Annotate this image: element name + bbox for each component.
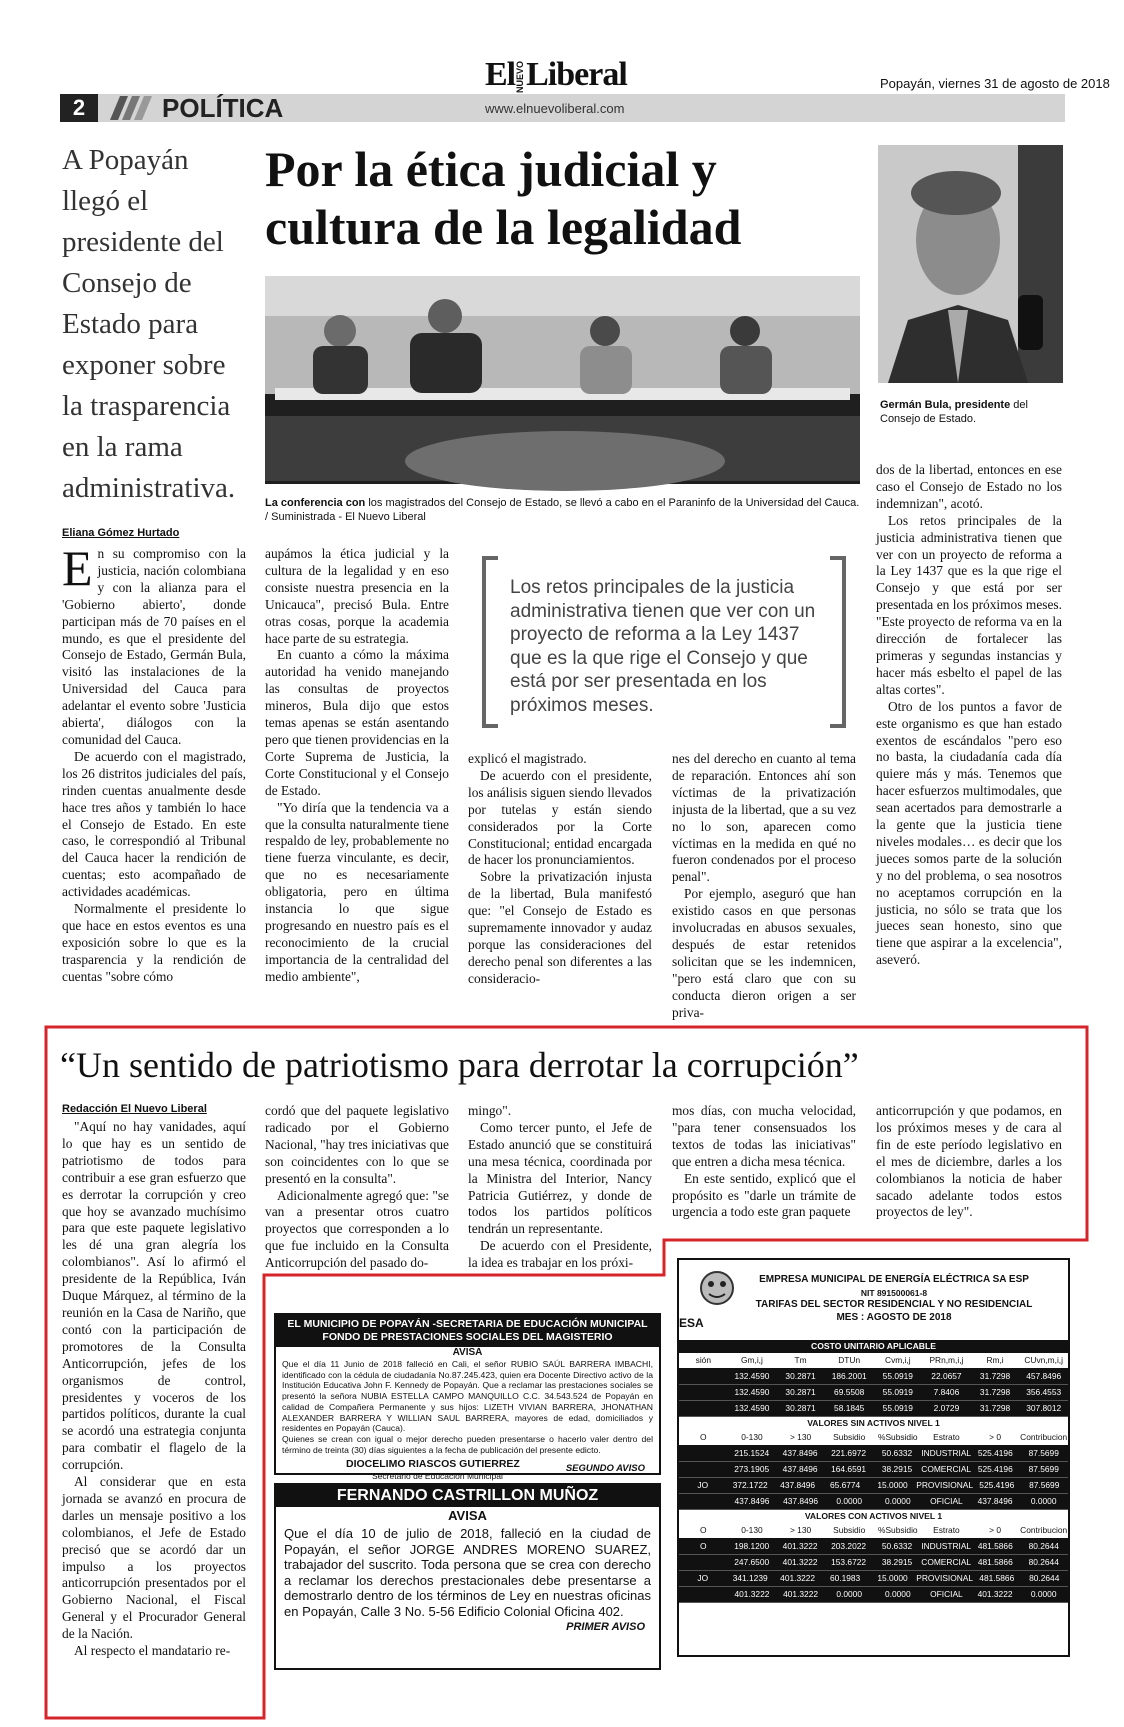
table-cell: OFICIAL — [930, 1589, 963, 1599]
table-cell: 247.6500 — [734, 1557, 770, 1567]
notice-title: AVISA — [448, 1508, 487, 1523]
paragraph: De acuerdo con el Presidente, la idea es trabajar en los próxi- — [468, 1238, 652, 1271]
table-row — [679, 1587, 1068, 1603]
table-cell: 87.5699 — [1028, 1448, 1059, 1458]
article1-column-3 — [468, 751, 652, 988]
table-cell: 437.8496 — [782, 1464, 818, 1474]
table-cell: 2.0729 — [933, 1403, 960, 1413]
table-row — [679, 1446, 1068, 1462]
table-cell: INDUSTRIAL — [921, 1448, 972, 1458]
portrait-caption — [880, 398, 1060, 426]
conference-photo — [265, 276, 860, 481]
paragraph: dos de la libertad, entonces en ese caso el Consejo de Estado no los indemnizan", acotó. — [876, 462, 1062, 511]
table-row — [679, 1571, 1068, 1587]
photo-caption-text: los magistrados del Consejo de Estado, se llevó a cabo en el Paraninfo de la Universidad del Cauca. / Suministrada - El Nuevo Liberal — [265, 497, 860, 523]
table-cell: PROVISIONAL — [916, 1480, 974, 1490]
table-row — [679, 1539, 1068, 1555]
article2-column-3 — [468, 1103, 652, 1272]
table-cell: 437.8496 — [782, 1448, 818, 1458]
paragraph: nes del derecho en cuanto al tema de reparación. Entonces ahí son víctimas de la privatización injusta de la libertad, que a su vez no lo son, aparecen como víctimas en la medida en qué no fueron condenados por el proceso penal". — [672, 751, 856, 885]
table-header-cell: DTUn — [838, 1355, 861, 1365]
table-cell: 22.0657 — [931, 1371, 962, 1381]
table-cell: 132.4590 — [734, 1371, 770, 1381]
tariff-nit: NIT 891500061-8 — [860, 1287, 928, 1298]
drop-cap: E — [62, 540, 93, 596]
table-cell: 273.1905 — [734, 1464, 770, 1474]
table-header-cell: Subsidio — [833, 1432, 866, 1442]
table-header-cell: 0-130 — [741, 1432, 763, 1442]
article2-byline: Redacción El Nuevo Liberal — [62, 1103, 207, 1115]
table-cell: 525.4196 — [977, 1448, 1013, 1458]
table-header-cell: O — [700, 1432, 707, 1442]
notice-header: FERNANDO CASTRILLON MUÑOZ — [276, 1485, 659, 1507]
pull-quote: Los retos principales de la justicia administrativa tienen que ver con un proyecto de reforma a la Ley 1437 que es la que rige el Consejo y que está por ser presentada en los próximos meses. — [510, 577, 816, 716]
notice-signer: DIOCELIMO RIASCOS GUTIERREZ — [346, 1458, 520, 1471]
no-assets-table — [679, 1430, 1068, 1510]
table-cell: 164.6591 — [831, 1464, 867, 1474]
table-cell: 60.1983 — [829, 1573, 861, 1583]
table-cell: 437.8496 — [734, 1496, 770, 1506]
tariff-month: MES : AGOSTO DE 2018 — [836, 1311, 952, 1323]
article2-column-2 — [265, 1103, 449, 1272]
table-cell: 31.7298 — [979, 1403, 1011, 1413]
table-cell — [679, 1369, 728, 1384]
table-cell: 132.4590 — [734, 1387, 770, 1397]
table-cell: 437.8496 — [783, 1496, 819, 1506]
table-row — [679, 1478, 1068, 1494]
table-cell: COMERCIAL — [921, 1557, 972, 1567]
with-assets-table — [679, 1523, 1068, 1603]
table-cell: 341.1239 — [732, 1573, 768, 1583]
table-cell: 186.2001 — [831, 1371, 867, 1381]
table-cell: 525.4196 — [977, 1464, 1013, 1474]
paragraph: De acuerdo con el magistrado, los 26 distritos judiciales del país, rinden cuentas anualmente desde hace tres años y también lo hace el Consejo de Estado. En este caso, le correspondió al Tribunal del Cauca hacer la rendición de cuentas; esto acompañado de actividades académicas. — [62, 748, 246, 900]
table-cell: 58.1845 — [834, 1403, 865, 1413]
table-cell: 15.0000 — [877, 1573, 908, 1583]
paragraph: Adicionalmente agregó que: "se van a presentar otros cuatro proyectos que corresponden a lo que fue incluido en la Consulta Anticorrupción del pasado do- — [265, 1187, 449, 1271]
portrait-caption-lead: Germán Bula, presidente — [880, 399, 1011, 411]
table-cell: 80.2644 — [1029, 1573, 1060, 1583]
table-header-cell: O — [700, 1525, 707, 1535]
table-header-cell: Rm,i — [986, 1355, 1004, 1365]
article-lead: A Popayán llegó el presidente del Consejo de Estado para exponer sobre la trasparencia en la rama administrativa. — [62, 144, 236, 504]
table-cell: INDUSTRIAL — [921, 1541, 972, 1551]
paragraph: mingo". — [468, 1103, 512, 1118]
table-cell: 7.8406 — [933, 1387, 960, 1397]
table-cell: 80.2644 — [1028, 1541, 1059, 1551]
paragraph: "Aquí no hay vanidades, aquí lo que hay es un sentido de patriotismo de todos para contribuir a ese gran esfuerzo que es derrotar la corrupción y creo que hoy se avanzado muchísimo para que este paquete legislativo les dé una gran alegría los colombianos". Así lo afirmó el presidente de la República, Iván Duque Márquez, al término de la reunión en la Casa de Nariño, que contó con la participación de promotores de la Consulta Anticorrupción, jefes de los organismos de control, presidentes y voceros de los partidos políticos, durante la cual se acordó una estrategia conjunta para combatir el flagelo de la corrupción. — [62, 1119, 246, 1473]
legal-notice-education — [274, 1313, 661, 1482]
paragraph: Al considerar que en esta jornada se avanzó en procura de darles un mensaje positivo a los colombianos, el Jefe de Estado precisó que se acordó dar un impulso a los proyectos anticorrupción presentados por el Gobierno Nacional, el Fiscal General y el Procurador General de la Nación. — [62, 1474, 246, 1642]
table-cell: 525.4196 — [979, 1480, 1015, 1490]
table-header-cell: Gm,i,j — [741, 1355, 763, 1365]
table-cell: 55.0919 — [882, 1371, 913, 1381]
table-header-cell: > 130 — [789, 1525, 812, 1535]
notice-label: PRIMER AVISO — [566, 1621, 645, 1633]
paragraph: Por ejemplo, aseguró que han existido casos en que personas involucradas en abusos sexuales, después de estar retenidos solicitan que se les indemnicen, "pero está claro que con su conducta dieron origen a ser priva- — [672, 886, 856, 1020]
table-row — [679, 1369, 1068, 1385]
notice-header-line: EL MUNICIPIO DE POPAYÁN -SECRETARIA DE EDUCACIÓN MUNICIPAL — [287, 1318, 648, 1330]
table-cell — [679, 1555, 727, 1570]
table-cell: 457.8496 — [1026, 1371, 1062, 1381]
portrait-photo — [878, 145, 1063, 383]
article-byline: Eliana Gómez Hurtado — [62, 527, 180, 539]
notice-title: AVISA — [452, 1347, 483, 1358]
paragraph: Normalmente el presidente lo que hace en estos eventos es una exposición sobre lo que es la trasparencia y la rendición de cuentas "sobre cómo — [62, 901, 246, 984]
article2-headline: “Un sentido de patriotismo para derrotar la corrupción” — [60, 1045, 859, 1085]
table-cell — [679, 1385, 728, 1400]
table-header-cell: sión — [695, 1355, 711, 1365]
table-cell: 401.3222 — [977, 1589, 1013, 1599]
paragraph: Como tercer punto, el Jefe de Estado anunció que se constituirá una mesa técnica, coordinada por la Ministra del Interior, Nancy Patricia Gutiérrez, y donde de todos los partidos políticos tendrán un representante. — [468, 1119, 652, 1237]
tariff-company: EMPRESA MUNICIPAL DE ENERGÍA ELÉCTRICA SA ESP — [759, 1274, 1029, 1285]
notice-signer-role: Secretario de Educación Municipal — [372, 1471, 503, 1482]
table-cell: 87.5699 — [1028, 1464, 1059, 1474]
paragraph: Los retos principales de la justicia administrativa tienen que ver con un proyecto de reforma a la Ley 1437 que es la que rige el Consejo y que está por ser presentada en los próximos meses. "Este proyecto de reforma va en la dirección de fortalecer las primeras y segundas instancias y hacer más esbelto el papel de las altas cortes". — [876, 512, 1062, 697]
paragraph: Otro de los puntos a favor de este organismo es que han estado exentos de escándalos "pero eso no basta, la ciudadanía cada día quiere más y más. Tenemos que hacer esfuerzos multimodales, que sean acertados para demostrarle a la gente que la justicia tiene niveles modales… es decir que los jueces somos parte de la solución y no del problema, o sea nosotros no aceptamos corrupción en la justicia, no sólo se trata que los jueces sean honesto, sino que tiene que aspirar a la excelencia", aseveró. — [876, 698, 1062, 968]
table-cell: 0.0000 — [836, 1496, 862, 1506]
notice-body: Que el día 11 Junio de 2018 falleció en Cali, el señor RUBIO SAÚL BARRERA IMBACHI, identificado con la cédula de ciudadanía No.87.245.423, quien era Docente Directivo activo de la Institución Educativa John F. Kennedy de Popayán. Que a reclamar las prestaciones sociales se presentó la señora NUBIA ESTELLA CAMPO MANQUILLO C.C. 34.543.524 de Popayán en calidad de Compañera Permanente y sus hijos: LIZETH VIVIAN BARRERA, JHONATHAN ALEXANDER BARRERA Y WILLIAN SAUL BARRERA, mayores de edad, domiciliados y residentes en Popayán (Cauca). — [282, 1359, 653, 1434]
table-cell: 437.8496 — [977, 1496, 1013, 1506]
article-headline: Por la ética judicial y cultura de la legalidad — [265, 141, 742, 255]
table-cell: 65.6774 — [829, 1480, 861, 1490]
table-cell: 401.3222 — [734, 1589, 770, 1599]
paragraph: Sobre la privatización injusta de la libertad, Bula manifestó que: "el Consejo de Estado es supremamente innovador y audaz porque las consideraciones del derecho penal son diferentes a las consideracio- — [468, 869, 652, 986]
page-number: 2 — [60, 94, 98, 122]
table-header-row — [679, 1353, 1068, 1369]
table-header-cell: Subsidio — [833, 1525, 866, 1535]
table-cell: 481.5866 — [979, 1573, 1015, 1583]
table-cell: 69.5508 — [834, 1387, 865, 1397]
table-cell: OFICIAL — [930, 1496, 963, 1506]
paragraph: En este sentido, explicó que el propósito es "darle un trámite de urgencia a todo este gran paquete — [672, 1170, 856, 1220]
table-cell: 55.0919 — [882, 1387, 913, 1397]
article2-column-1 — [62, 1119, 246, 1660]
paragraph: n su compromiso con la justicia, nación colombiana y con la alianza para el 'Gobierno abierto', donde participan más de 70 países en el mundo, es que el presidente del Consejo de Estado, Germán Bula, visitó las instalaciones de la Universidad del Cauca para adelantar el evento sobre 'Justicia abierta', diálogos con la comunidad del Cauca. — [62, 546, 246, 747]
table-cell: 38.2915 — [881, 1464, 913, 1474]
table-cell: 132.4590 — [734, 1403, 770, 1413]
notice-label: SEGUNDO AVISO — [565, 1463, 645, 1475]
table-cell: 401.3222 — [780, 1573, 816, 1583]
table-cell: 153.6722 — [831, 1557, 867, 1567]
table-cell: 87.5699 — [1029, 1480, 1060, 1490]
table-header-cell: 0-130 — [741, 1525, 763, 1535]
tariff-title: TARIFAS DEL SECTOR RESIDENCIAL Y NO RESIDENCIAL — [755, 1299, 1033, 1310]
table-cell: PROVISIONAL — [916, 1573, 974, 1583]
table-cell: 221.6972 — [831, 1448, 867, 1458]
table-cell: 0.0000 — [885, 1496, 911, 1506]
table-header-cell: > 0 — [989, 1432, 1001, 1442]
table-cell — [679, 1446, 727, 1461]
table-cell: 307.8012 — [1026, 1403, 1062, 1413]
table-cell: 215.1524 — [734, 1448, 770, 1458]
table-cell: 401.3222 — [782, 1557, 818, 1567]
table-cell: 203.2022 — [831, 1541, 867, 1551]
table-header-cell: %Subsidio — [878, 1525, 918, 1535]
table-cell: 31.7298 — [979, 1387, 1011, 1397]
table-cell: 30.2871 — [785, 1371, 816, 1381]
photo-caption — [265, 496, 865, 524]
table-cell: 38.2915 — [881, 1557, 913, 1567]
table-row — [679, 1385, 1068, 1401]
table-cell: 50.6332 — [881, 1448, 913, 1458]
table-row — [679, 1494, 1068, 1510]
article2-column-4 — [672, 1103, 856, 1221]
paragraph: Al respecto el mandatario re- — [74, 1643, 231, 1659]
table-cell — [679, 1494, 728, 1509]
article1-column-5 — [876, 462, 1062, 969]
table-cell: 0.0000 — [1030, 1589, 1057, 1599]
paragraph: explicó el magistrado. — [468, 751, 587, 766]
paragraph: mos días, con mucha velocidad, "para tener consensuados los textos de todas las iniciativas" que entren a dicha mesa técnica. — [672, 1103, 856, 1169]
table-header-cell: Cvm,i,j — [885, 1355, 911, 1365]
table-header-cell: CUvn,m,i,j — [1024, 1355, 1063, 1365]
table-header-cell: > 130 — [789, 1432, 812, 1442]
notice-body: Que el día 10 de julio de 2018, falleció en la ciudad de Popayán, el señor JORGE ANDRES MORENO SUAREZ, trabajador del suscrito. Toda persona que se crea con derecho a reclamar los derechos prestacionales debe presentarse a demostrarlo dentro de los términos de Ley en nuestras oficinas en Popayán, Calle 3 No. 5-56 Edificio Colonial Oficina 402. — [284, 1526, 651, 1619]
paragraph: De acuerdo con el presidente, los análisis siguen siendo llevados por tutelas y están siendo considerados por la Corte Constitucional; entidad encargada de hacer los pronunciamientos. — [468, 767, 652, 868]
table-cell: O — [699, 1541, 707, 1551]
paragraph: anticorrupción y que podamos, en los próximos meses y de cara al fin de este período legislativo en el mes de diciembre, darles a los colombianos la noticia de haber sacado adelante todos estos proyectos de ley". — [876, 1103, 1062, 1220]
table-cell: 401.3222 — [783, 1589, 819, 1599]
table-header-row — [679, 1430, 1068, 1446]
company-logo-icon — [687, 1268, 747, 1316]
table-row — [679, 1462, 1068, 1478]
section-slashes-icon — [108, 94, 158, 122]
paragraph: cordó que del paquete legislativo radicado por el Gobierno Nacional, "hay tres iniciativas que son coincidentes con lo que se presentó en la consulta". — [265, 1103, 449, 1186]
table-cell: JO — [697, 1480, 709, 1490]
table-cell: 50.6332 — [881, 1541, 913, 1551]
table-cell: 198.1200 — [734, 1541, 770, 1551]
table-cell: JO — [697, 1573, 709, 1583]
table-cell — [679, 1587, 728, 1602]
tariff-band: COSTO UNITARIO APLICABLE — [679, 1340, 1068, 1353]
tariff-band: VALORES SIN ACTIVOS NIVEL 1 — [679, 1417, 1068, 1430]
cost-table — [679, 1353, 1068, 1417]
issue-date: Popayán, viernes 31 de agosto de 2018 — [880, 76, 1110, 91]
notice-header-line: FONDO DE PRESTACIONES SOCIALES DEL MAGISTERIO — [322, 1331, 613, 1343]
table-header-row — [679, 1523, 1068, 1539]
section-title: POLÍTICA — [162, 93, 284, 123]
table-cell: 0.0000 — [836, 1589, 862, 1599]
energy-tariff-table — [677, 1258, 1070, 1657]
table-cell: 356.4553 — [1026, 1387, 1062, 1397]
table-cell: 15.0000 — [877, 1480, 908, 1490]
notice-header — [276, 1315, 659, 1347]
table-header-cell: Contribucion — [1020, 1432, 1068, 1442]
table-cell: 31.7298 — [979, 1371, 1011, 1381]
table-cell: 0.0000 — [1030, 1496, 1057, 1506]
article1-column-4 — [672, 751, 856, 1022]
paragraph: "Yo diría que la tendencia va a que la consulta naturalmente tiene respaldo de ley, probablemente no tiene fuerza vinculante, es decir, que no es necesariamente obligatoria, pero en última instancia lo que sigue progresando en nuestro país es el reconocimiento de la crucial importancia de la centralidad del medio ambiente", — [265, 799, 449, 984]
table-cell: 401.3222 — [782, 1541, 818, 1551]
table-cell: 30.2871 — [785, 1387, 816, 1397]
table-header-cell: > 0 — [989, 1525, 1001, 1535]
table-header-cell: Tm — [794, 1355, 807, 1365]
table-cell — [679, 1462, 727, 1477]
table-cell: COMERCIAL — [921, 1464, 972, 1474]
table-cell: 481.5866 — [977, 1541, 1013, 1551]
table-cell — [679, 1401, 728, 1416]
newspaper-logo: ElNUEVOLiberal — [485, 56, 627, 94]
table-cell: 0.0000 — [885, 1589, 911, 1599]
table-cell: 481.5866 — [977, 1557, 1013, 1567]
notice-body: Quienes se crean con igual o mejor derecho pueden presentarse o hacerlo valer dentro del término de treinta (30) días siguientes a la fecha de publicación del presente edicto. — [282, 1433, 653, 1455]
article1-column-2 — [265, 546, 449, 986]
portrait-caption-text: del Consejo de Estado. — [880, 399, 1028, 425]
photo-caption-lead: La conferencia con — [265, 497, 366, 509]
table-cell: 80.2644 — [1028, 1557, 1059, 1567]
table-row — [679, 1401, 1068, 1417]
table-cell: 437.8496 — [780, 1480, 816, 1490]
table-header-cell: %Subsidio — [878, 1432, 918, 1442]
table-header-cell: Contribucion — [1020, 1525, 1068, 1535]
table-row — [679, 1555, 1068, 1571]
table-cell: 372.1722 — [732, 1480, 768, 1490]
legal-notice-castrillon — [274, 1483, 661, 1670]
table-header-cell: Estrato — [933, 1525, 960, 1535]
company-logo-text: ESA — [679, 1316, 704, 1330]
website-url[interactable]: www.elnuevoliberal.com — [485, 101, 625, 116]
article2-column-5 — [876, 1103, 1062, 1221]
paragraph: En cuanto a cómo la máxima autoridad ha venido manejando las consultas de proyectos mineros, Bula dijo que estos temas apenas se están asentando pero que tienen providencias en la Corte Suprema de Justicia, la Corte Constitucional y el Consejo de Estado. — [265, 647, 449, 798]
table-cell: 30.2871 — [785, 1403, 816, 1413]
table-header-cell: PRn,m,i,j — [929, 1355, 964, 1365]
tariff-header — [679, 1260, 1068, 1340]
table-cell: 55.0919 — [882, 1403, 913, 1413]
table-header-cell: Estrato — [933, 1432, 960, 1442]
article1-column-1 — [62, 540, 246, 986]
paragraph: aupámos la ética judicial y la cultura de la legalidad y en eso consiste nuestra presencia en la Unicauca", precisó Bula. Entre otras cosas, porque la academia hace parte de su estrategia. — [265, 546, 449, 646]
tariff-band: VALORES CON ACTIVOS NIVEL 1 — [679, 1510, 1068, 1523]
